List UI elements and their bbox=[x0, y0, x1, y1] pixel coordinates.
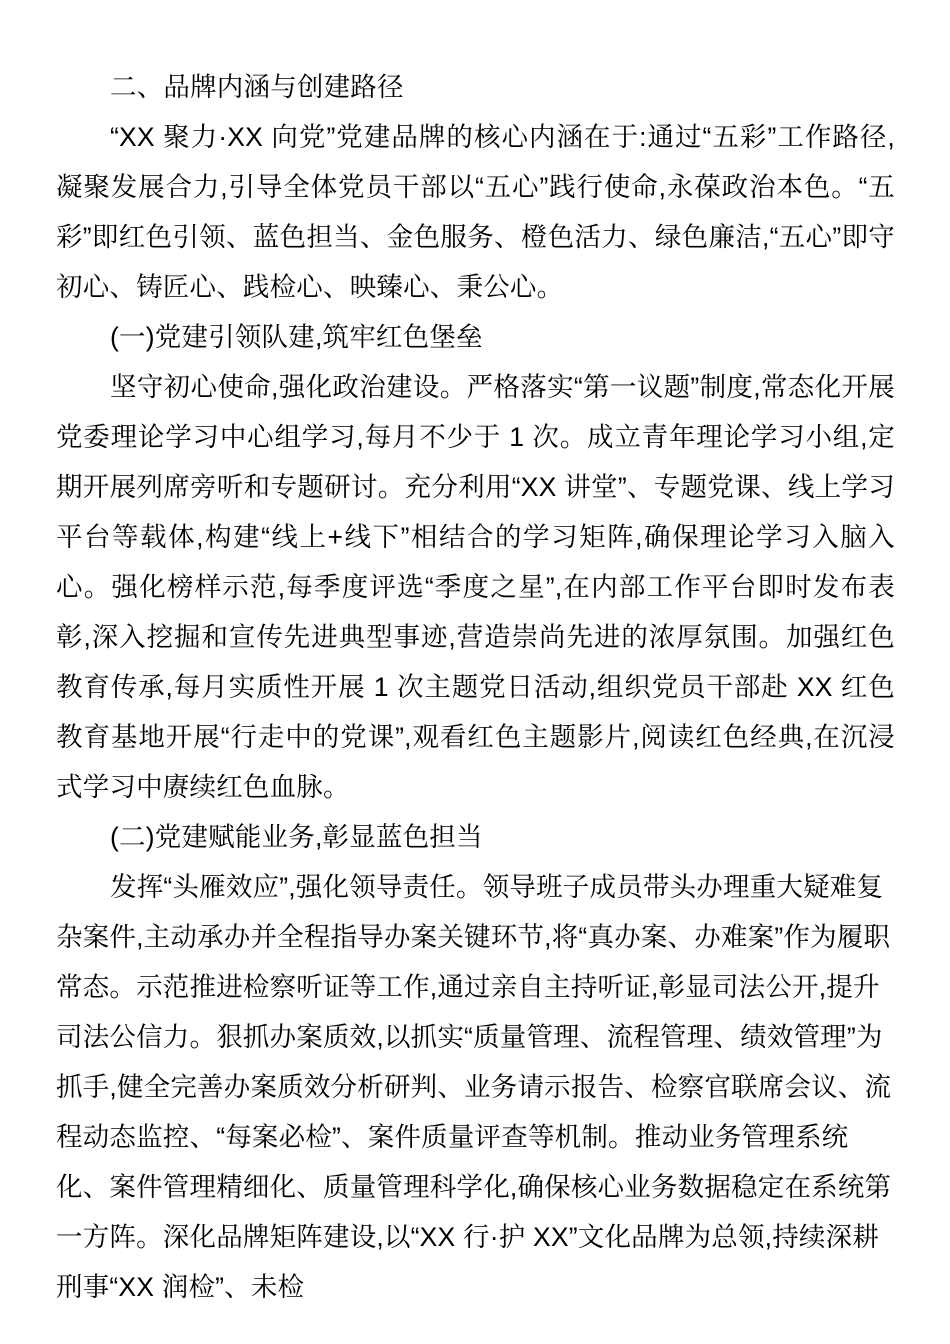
subheading-two: (二)党建赋能业务,彰显蓝色担当 bbox=[110, 822, 483, 852]
section-heading-2: 二、品牌内涵与创建路径 bbox=[110, 72, 404, 102]
brand-core-connotation-paragraph: “XX 聚力·XX 向党”党建品牌的核心内涵在于:通过“五彩”工作路径,凝聚发展合力,引导全体党员干部以“五心”践行使命,永葆政治本色。“五彩”即红色引领、蓝色担当、金色服务、橙色活力、绿色廉洁,“五心”即守初心、铸匠心、践检心、映臻心、秉公心。 bbox=[56, 122, 895, 302]
paragraph-one-body: 坚守初心使命,强化政治建设。严格落实“第一议题”制度,常态化开展党委理论学习中心组学习,每月不少于 1 次。成立青年理论学习小组,定期开展列席旁听和专题研讨。充分利用“XX 讲堂”、专题党课、线上学习平台等载体,构建“线上+线下”相结合的学习矩阵,确保理论学习入脑入心。强化榜样示范,每季度评选“季度之星”,在内部工作平台即时发布表彰,深入挖掘和宣传先进典型事迹,营造崇尚先进的浓厚氛围。加强红色教育传承,每月实质性开展 1 次主题党日活动,组织党员干部赴 XX 红色教育基地开展“行走中的党课”,观看红色主题影片,阅读红色经典,在沉浸式学习中赓续红色血脉。 bbox=[56, 372, 895, 802]
subheading-one: (一)党建引领队建,筑牢红色堡垒 bbox=[110, 322, 483, 352]
paragraph-two-body: 发挥“头雁效应”,强化领导责任。领导班子成员带头办理重大疑难复杂案件,主动承办并全程指导办案关键环节,将“真办案、办难案”作为履职常态。示范推进检察听证等工作,通过亲自主持听证,彰显司法公开,提升司法公信力。狠抓办案质效,以抓实“质量管理、流程管理、绩效管理”为抓手,健全完善办案质效分析研判、业务请示报告、检察官联席会议、流程动态监控、“每案必检”、案件质量评查等机制。推动业务管理系统化、案件管理精细化、质量管理科学化,确保核心业务数据稳定在系统第一方阵。深化品牌矩阵建设,以“XX 行·护 XX”文化品牌为总领,持续深耕刑事“XX 润检”、未检 bbox=[56, 872, 892, 1302]
document-body bbox=[56, 62, 895, 1312]
